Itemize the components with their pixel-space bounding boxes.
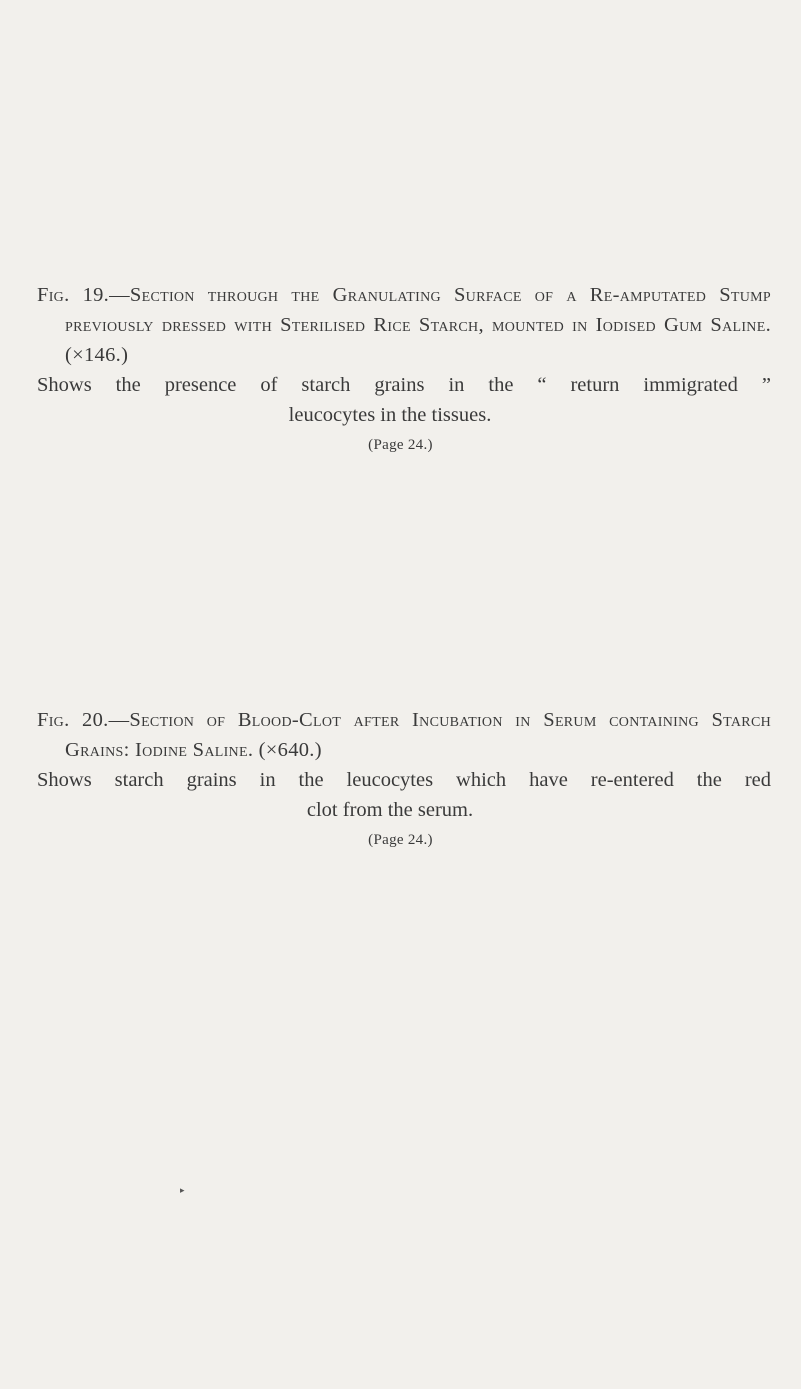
figure-20-description-line-2: clot from the serum. — [306, 799, 474, 821]
figure-20-description — [37, 765, 771, 825]
figure-20-description-line-1: Shows starch grains in the leucocytes which have re-entered the red — [37, 769, 771, 791]
figure-19-description-line-2: leucocytes in the tissues. — [288, 404, 492, 426]
figure-19-description-line-1: Shows the presence of starch grains in the “ return immigrated ” — [37, 374, 771, 396]
figure-20-page-reference: (Page 24.) — [368, 832, 433, 848]
figure-19-caption — [0, 280, 801, 456]
arrow-marker-icon: ▸ — [180, 1185, 185, 1195]
figure-19-heading: Fig. 19.—Section through the Granulating Surface of a Re-amputated Stump previously dressed with Sterilised Rice Starch, mounted in Iodised Gum Saline. (×146.) — [37, 284, 771, 366]
figure-19-page-reference: (Page 24.) — [368, 437, 433, 453]
figure-20-caption — [0, 705, 801, 851]
figure-19-description — [37, 370, 771, 430]
figure-20-heading: Fig. 20.—Section of Blood-Clot after Incubation in Serum containing Starch Grains: Iodine Saline. (×640.) — [37, 709, 771, 761]
